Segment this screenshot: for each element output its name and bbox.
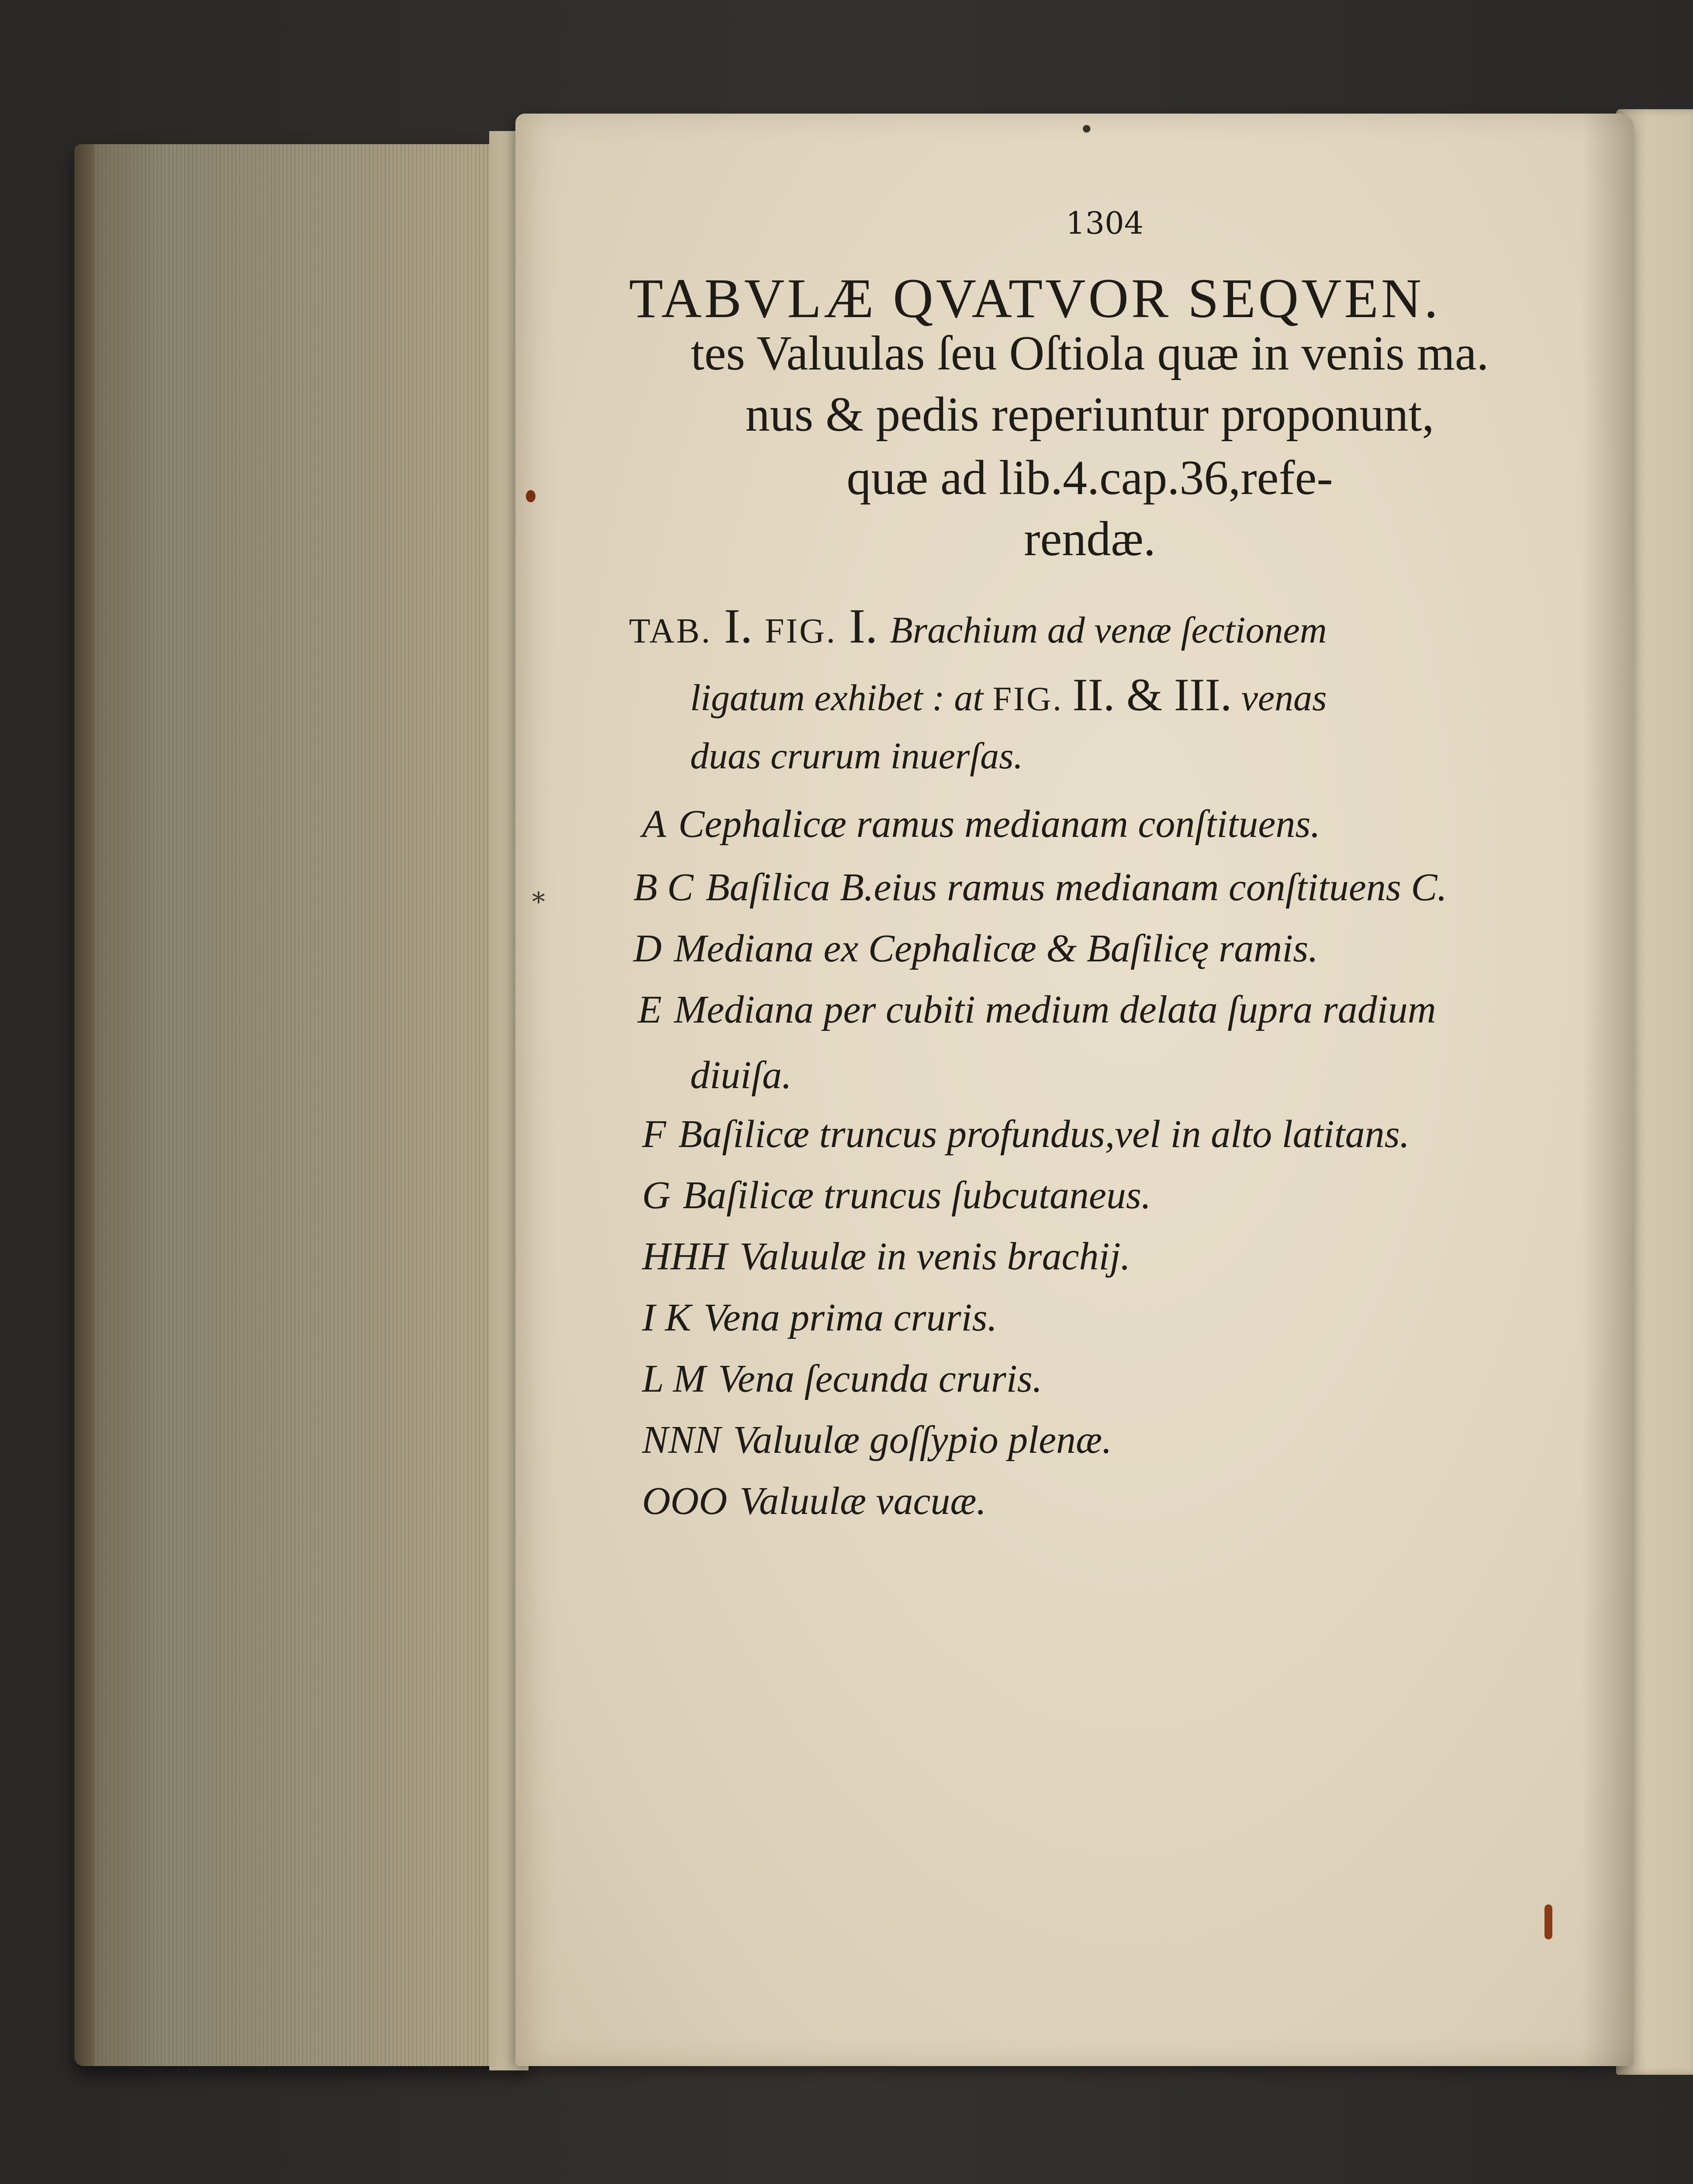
legend-key: B C — [633, 866, 694, 909]
legend-item — [642, 1356, 1042, 1401]
book-cover-edge — [74, 144, 94, 2066]
table-entry-continuation — [690, 668, 1327, 722]
fig-numbers: II. & III. — [1072, 669, 1232, 720]
legend-item-continuation — [690, 1053, 792, 1098]
legend-key: D — [633, 927, 662, 970]
legend-item — [642, 1173, 1151, 1218]
legend-key: OOO — [642, 1479, 727, 1523]
legend-key: NNN — [642, 1418, 721, 1462]
legend-item — [642, 1479, 986, 1524]
legend-text: Mediana ex Cephalicæ & Baſilicę ramis. — [674, 927, 1318, 970]
page-edge-lines — [74, 144, 529, 2066]
legend-item — [642, 1234, 1130, 1279]
legend-item — [642, 1417, 1112, 1462]
page-number: 1304 — [1066, 205, 1144, 241]
legend-text: Valuulæ in venis brachij. — [739, 1235, 1130, 1278]
margin-mark: * — [532, 887, 545, 917]
legend-key: I K — [642, 1296, 691, 1339]
fig-label: FIG. — [764, 612, 837, 650]
gutter-shadow — [1581, 114, 1634, 2066]
legend-key: F — [642, 1113, 666, 1156]
legend-text: Valuulæ vacuæ. — [739, 1479, 986, 1523]
legend-text: Vena prima cruris. — [703, 1296, 997, 1339]
legend-text: Cephalicæ ramus medianam conſtituens. — [678, 802, 1320, 846]
legend-item — [633, 926, 1318, 971]
tab-label: TAB. — [629, 612, 712, 650]
entry-text: ligatum exhibet : at — [690, 677, 984, 719]
legend-key: E — [638, 988, 662, 1031]
legend-text: Baſilicæ truncus ſubcutaneus. — [683, 1174, 1151, 1217]
legend-key: HHH — [642, 1235, 727, 1278]
legend-key: L M — [642, 1357, 706, 1400]
legend-text: diuiſa. — [690, 1054, 792, 1097]
legend-text: Mediana per cubiti medium delata ſupra radium — [674, 988, 1436, 1031]
legend-item — [633, 865, 1447, 910]
legend-text: Baſilicæ truncus profundus,vel in alto latitans. — [678, 1113, 1410, 1156]
heading-line: nus & pedis reperiuntur proponunt, — [745, 387, 1434, 442]
book-page-edges — [74, 144, 529, 2066]
legend-item — [642, 1295, 997, 1340]
ink-spot — [1544, 1904, 1552, 1939]
table-entry-continuation: duas crurum inuerſas. — [690, 735, 1023, 777]
legend-item — [638, 987, 1436, 1032]
heading-line: rendæ. — [1024, 512, 1156, 566]
entry-description: Brachium ad venæ ſectionem — [890, 609, 1327, 651]
speck-mark: • — [1079, 114, 1095, 145]
heading-line: tes Valuulas ſeu Oſtiola quæ in venis ma. — [691, 326, 1489, 380]
legend-text: Baſilica B.eius ramus medianam conſtituens C. — [705, 866, 1447, 909]
legend-text: Valuulæ goſſypio plenæ. — [733, 1418, 1112, 1462]
legend-key: G — [642, 1174, 670, 1217]
page-title: TABVLÆ QVATVOR SEQVEN. — [629, 267, 1441, 329]
entry-text: venas — [1241, 677, 1327, 719]
legend-text: Vena ſecunda cruris. — [718, 1357, 1043, 1400]
fig-label: FIG. — [992, 680, 1063, 718]
legend-item — [642, 1112, 1410, 1157]
table-entry-header — [629, 598, 1327, 655]
ink-spot — [526, 490, 536, 502]
heading-line: quæ ad lib.4.cap.36,refe- — [846, 451, 1333, 505]
legend-item — [642, 802, 1320, 847]
tab-number: I. — [724, 599, 753, 653]
fig-number: I. — [849, 599, 878, 653]
legend-key: A — [642, 802, 666, 846]
